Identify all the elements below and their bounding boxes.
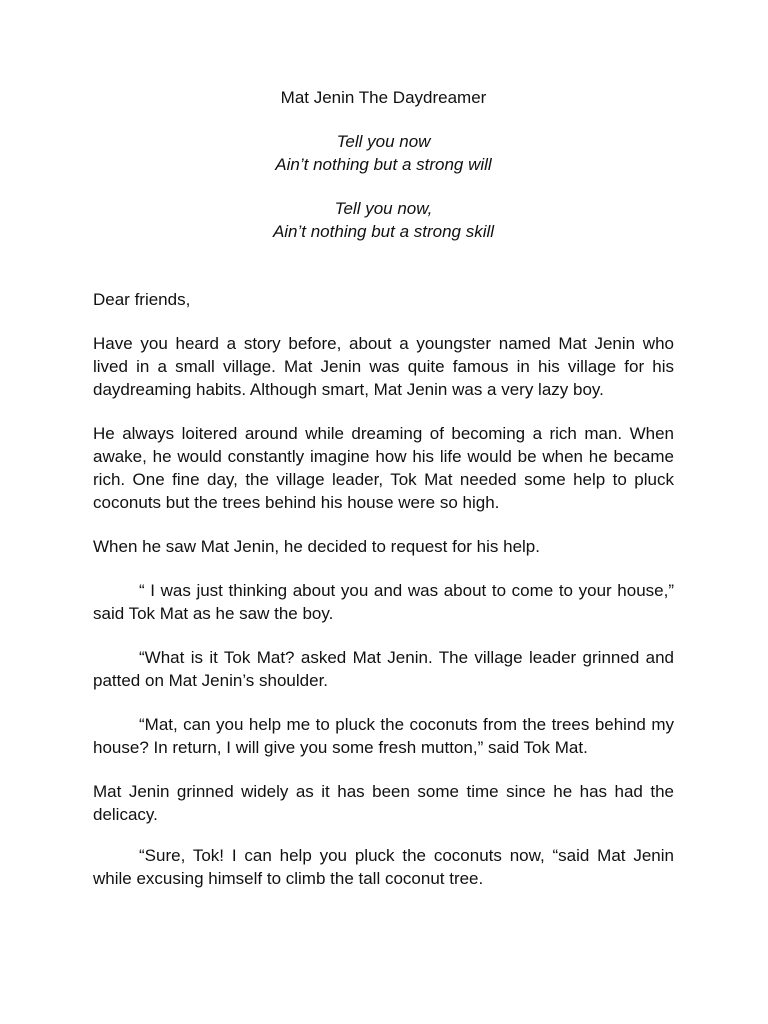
dialogue-paragraph: “ I was just thinking about you and was about to come to your house,” said Tok Mat as he saw the boy. — [93, 581, 674, 623]
verse-stanza-2 — [93, 197, 674, 243]
dialogue-paragraph: “Mat, can you help me to pluck the coconuts from the trees behind my house? In return, I will give you some fresh mutton,” said Tok Mat. — [93, 715, 674, 757]
verse-line: Ain’t nothing but a strong skill — [272, 222, 495, 241]
paragraph: When he saw Mat Jenin, he decided to request for his help. — [93, 537, 540, 556]
verse-line: Ain’t nothing but a strong will — [275, 155, 492, 174]
dialogue-paragraph: “Sure, Tok! I can help you pluck the coconuts now, “said Mat Jenin while excusing himself to climb the tall coconut tree. — [93, 846, 674, 888]
dialogue-paragraph: “What is it Tok Mat? asked Mat Jenin. The village leader grinned and patted on Mat Jenin’s shoulder. — [93, 648, 674, 690]
document-title: Mat Jenin The Daydreamer — [280, 88, 487, 107]
paragraph: Have you heard a story before, about a youngster named Mat Jenin who lived in a small village. Mat Jenin was quite famous in his village for his daydreaming habits. Although smart, Mat Jenin was a very lazy boy. — [93, 334, 674, 399]
verse-line: Tell you now, — [334, 199, 433, 218]
paragraph: Mat Jenin grinned widely as it has been some time since he has had the delicacy. — [93, 782, 674, 824]
verse-stanza-1 — [93, 130, 674, 176]
document-page — [93, 86, 674, 911]
verse-line: Tell you now — [336, 132, 431, 151]
paragraph: He always loitered around while dreaming of becoming a rich man. When awake, he would constantly imagine how his life would be when he became rich. One fine day, the village leader, Tok Mat needed some help to pluck coconuts but the trees behind his house were so high. — [93, 424, 674, 512]
salutation: Dear friends, — [93, 290, 191, 309]
